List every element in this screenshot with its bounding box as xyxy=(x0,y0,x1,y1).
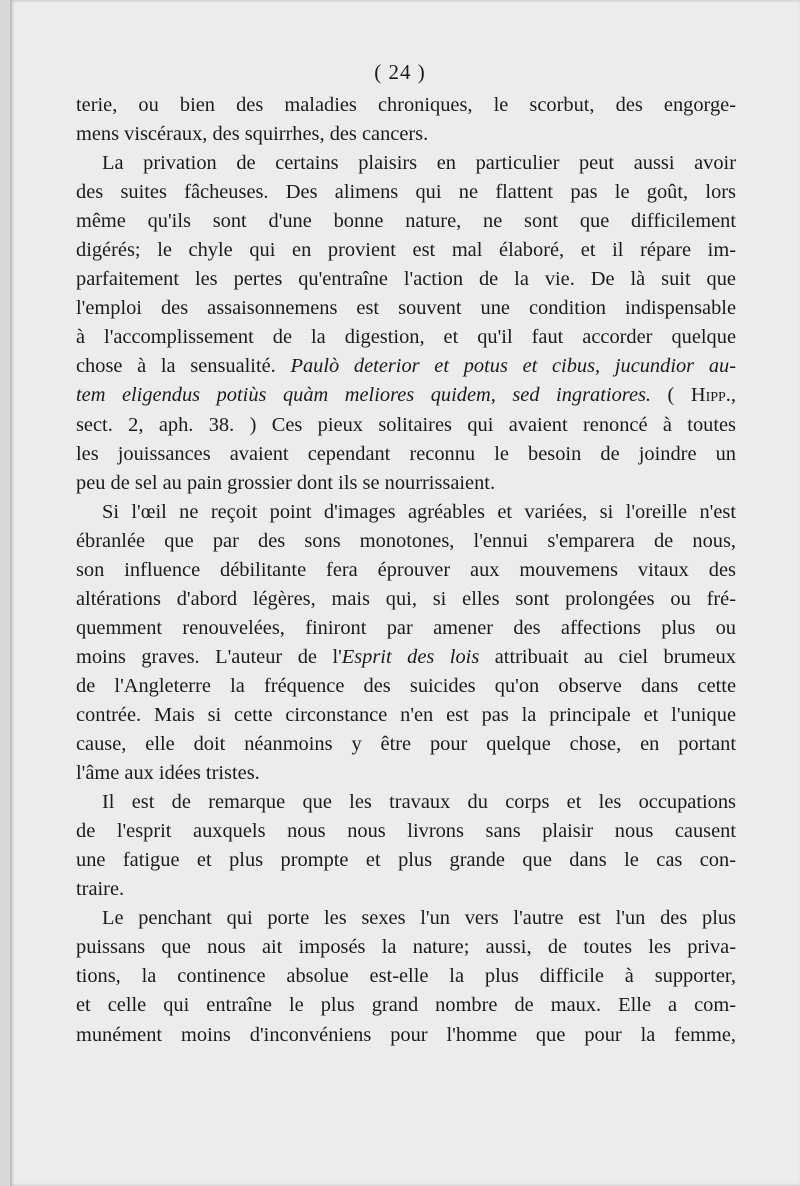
text-line: sect. 2, aph. 38. ) Ces pieux solitaires qui avaient renoncé à toutes xyxy=(76,413,736,436)
text-span: moins graves. L'auteur de l' xyxy=(76,645,342,668)
text-line: ébranlée que par des sons monotones, l'ennui s'emparera de nous, xyxy=(76,529,736,552)
latin-quote: Paulò deterior et potus et cibus, jucundior au- xyxy=(290,355,736,378)
text-line: parfaitement les pertes qu'entraîne l'action de la vie. De là suit que xyxy=(76,268,736,291)
text-line: son influence débilitante fera éprouver aux mouvemens vitaux des xyxy=(76,558,736,581)
text-line: quemment renouvelées, finiront par amener des affections plus ou xyxy=(76,616,736,639)
text-span: chose à la sensualité. xyxy=(76,355,276,378)
book-title: Esprit des lois xyxy=(341,645,480,668)
text-line: mens viscéraux, des squirrhes, des cancers. xyxy=(76,123,429,146)
text-line: contrée. Mais si cette circonstance n'en est pas la principale et l'unique xyxy=(76,703,736,726)
latin-quote: tem eligendus potiùs quàm meliores quidem, sed ingratiores. xyxy=(76,384,652,407)
text-line: une fatigue et plus prompte et plus grande que dans le cas con- xyxy=(76,849,736,872)
text-line: Si l'œil ne reçoit point d'images agréables et variées, si l'oreille n'est xyxy=(102,500,736,523)
text-line-mixed xyxy=(76,352,736,381)
text-line: puissans que nous ait imposés la nature; aussi, de toutes les priva- xyxy=(76,936,736,959)
text-line: les jouissances avaient cependant reconnu le besoin de joindre un xyxy=(76,442,736,465)
text-line: tions, la continence absolue est-elle la plus difficile à supporter, xyxy=(76,965,736,988)
text-line: cause, elle doit néanmoins y être pour quelque chose, en portant xyxy=(76,733,736,756)
text-line: à l'accomplissement de la digestion, et qu'il faut accorder quelque xyxy=(76,326,736,349)
text-line: terie, ou bien des maladies chroniques, le scorbut, des engorge- xyxy=(76,94,736,116)
page-number: ( 24 ) xyxy=(374,60,426,84)
text-line: peu de sel au pain grossier dont ils se nourrissaient. xyxy=(76,471,496,494)
text-line: l'emploi des assaisonnemens est souvent une condition indispensable xyxy=(76,297,736,320)
text-line: La privation de certains plaisirs en particulier peut aussi avoir xyxy=(102,152,736,175)
text-line-mixed xyxy=(76,381,736,410)
text-line: des suites fâcheuses. Des alimens qui ne flattent pas le goût, lors xyxy=(76,181,736,204)
text-line: altérations d'abord légères, mais qui, si elles sont prolongées ou fré- xyxy=(76,587,736,610)
text-line: munément moins d'inconvéniens pour l'homme que pour la femme, xyxy=(76,1023,736,1046)
text-line: même qu'ils sont d'une bonne nature, ne sont que difficilement xyxy=(76,210,736,233)
text-line: l'âme aux idées tristes. xyxy=(76,762,260,785)
text-line-mixed xyxy=(76,643,736,672)
text-line: Il est de remarque que les travaux du corps et les occupations xyxy=(102,791,736,814)
citation: ( Hipp., xyxy=(667,384,736,407)
page-body xyxy=(76,91,736,1050)
text-span: attribuait au ciel brumeux xyxy=(479,645,736,668)
text-line: traire. xyxy=(76,878,125,901)
text-line: de l'esprit auxquels nous nous livrons sans plaisir nous causent xyxy=(76,820,736,843)
text-line: digérés; le chyle qui en provient est mal élaboré, et il répare im- xyxy=(76,239,736,262)
text-line: de l'Angleterre la fréquence des suicides qu'on observe dans cette xyxy=(76,674,736,697)
text-line: et celle qui entraîne le plus grand nombre de maux. Elle a com- xyxy=(76,994,736,1017)
text-line: Le penchant qui porte les sexes l'un vers l'autre est l'un des plus xyxy=(102,907,736,930)
